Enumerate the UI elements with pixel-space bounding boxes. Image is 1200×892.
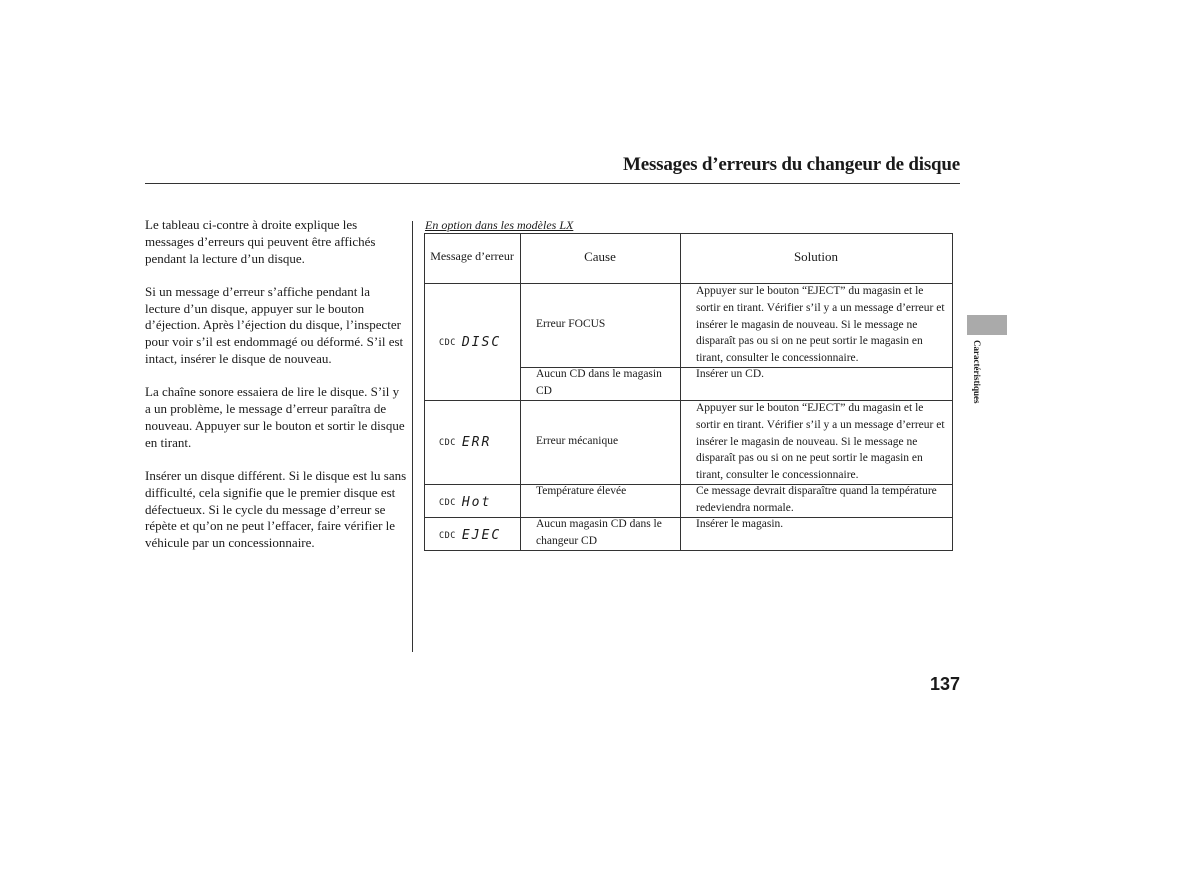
header-cause: Cause (584, 249, 616, 264)
cause-no-cd: Aucun CD dans le magasin CD (536, 368, 662, 397)
table-border-bottom (424, 550, 953, 551)
page-number: 137 (929, 674, 960, 694)
table-col-divider-1 (520, 233, 521, 551)
paragraph-intro: Le tableau ci-contre à droite explique les messages d’erreurs qui peuvent être affichés pendant la lecture d’un disque. (145, 217, 376, 266)
table-border-right (952, 233, 953, 551)
section-tab-text: Caractéristiques (972, 340, 982, 404)
cause-high-temperature: Température élevée (536, 485, 627, 497)
left-column (145, 217, 407, 569)
section-tab-label (970, 340, 984, 420)
display-code-disc: CDC DISC (439, 335, 502, 350)
header-message: Message d’erreur (430, 249, 514, 263)
paragraph-retry: La chaîne sonore essaiera de lire le disque. S’il y a un problème, le message d’erreur paraîtra de nouveau. Appuyer sur le bouton et sortir le disque en tirant. (145, 384, 405, 450)
title-rule (145, 183, 960, 184)
display-code-hot: CDC Hot (439, 495, 492, 510)
table-border-top (424, 233, 953, 234)
cause-focus-error: Erreur FOCUS (536, 318, 606, 330)
cause-no-magazine: Aucun magasin CD dans le changeur CD (536, 518, 662, 547)
table-caption: En option dans les modèles LX (425, 218, 574, 232)
solution-eject-magazine-2: Appuyer sur le bouton “EJECT” du magasin et le sortir en tirant. Vérifier s’il y a un message d’erreur et insérer le magasin de nouveau. Si le message ne disparaît pas ou si on ne peut sortir le magasin en tirant, consulter le concessionnaire. (696, 402, 945, 482)
column-divider (412, 221, 413, 652)
table-col-divider-2 (680, 233, 681, 551)
solution-temperature: Ce message devrait disparaître quand la température redeviendra normale. (696, 485, 937, 514)
error-table (424, 233, 953, 551)
solution-eject-magazine: Appuyer sur le bouton “EJECT” du magasin et le sortir en tirant. Vérifier s’il y a un message d’erreur et insérer le magasin de nouveau. Si le message ne disparaît pas ou si on ne peut sortir le magasin en tirant, consulter le concessionnaire. (696, 285, 945, 365)
paragraph-different-disc: Insérer un disque différent. Si le disque est lu sans difficulté, cela signifie que le premier disque est défectueux. Si le cycle du message d’erreur se répète et qu’on ne peut l’effacer, faire vérifier le véhicule par un concessionnaire. (145, 468, 407, 551)
solution-insert-magazine: Insérer le magasin. (696, 518, 784, 530)
solution-insert-cd: Insérer un CD. (696, 368, 765, 380)
section-tab-marker (967, 315, 1007, 335)
display-code-ejec: CDC EJEC (439, 528, 502, 543)
cause-mechanical-error: Erreur mécanique (536, 435, 619, 447)
paragraph-eject: Si un message d’erreur s’affiche pendant la lecture d’un disque, appuyer sur le bouton d’éjection. Après l’éjection du disque, l’inspecter pour voir s’il est endommagé ou déformé. S’il est intact, insérer le disque de nouveau. (145, 283, 404, 367)
table-border-left (424, 233, 425, 551)
page-title: Messages d’erreurs du changeur de disque (622, 154, 960, 175)
header-solution: Solution (793, 249, 839, 264)
display-code-err: CDC ERR (439, 435, 492, 450)
